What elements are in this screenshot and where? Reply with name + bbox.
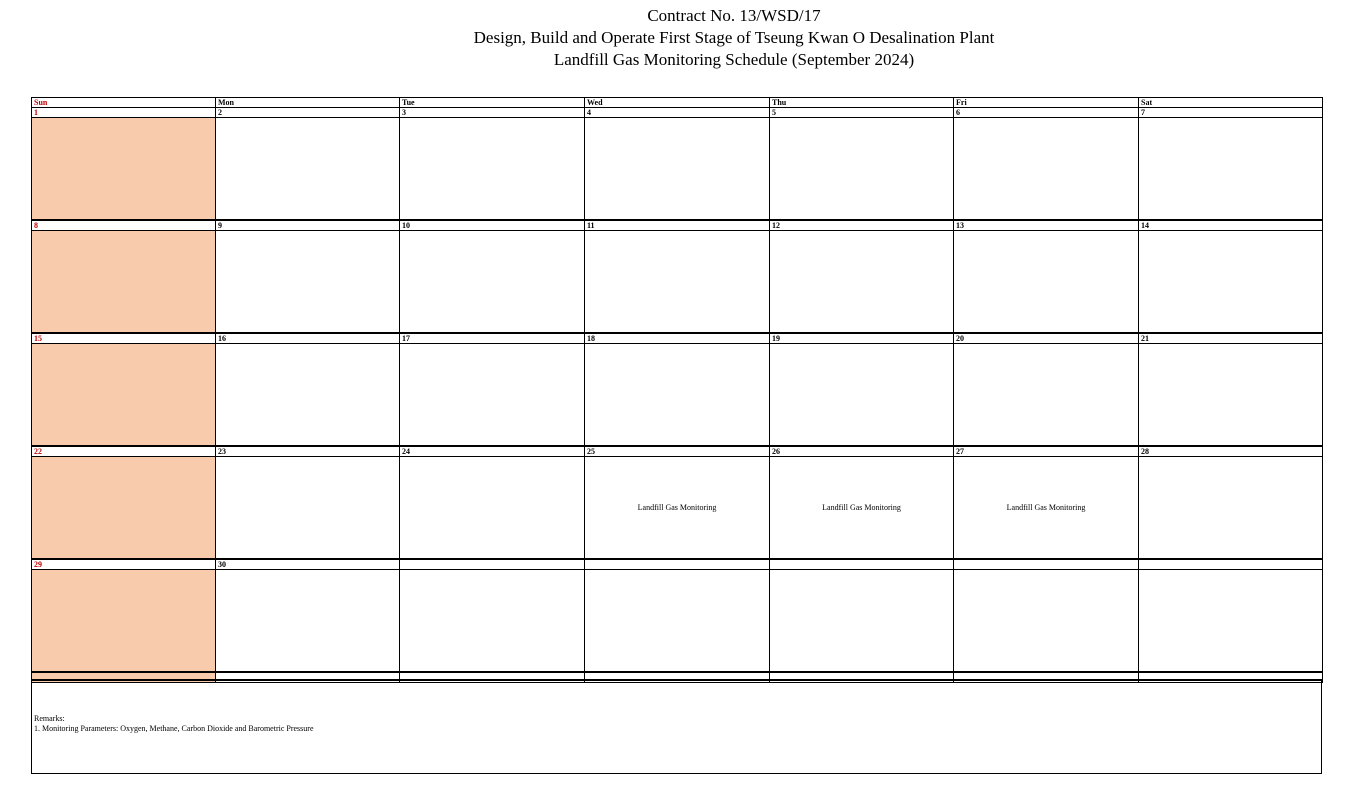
- contract-number: Contract No. 13/WSD/17: [647, 6, 821, 25]
- remarks-title: Remarks:: [34, 714, 65, 723]
- day-cell: [770, 344, 954, 447]
- event-label: Landfill Gas Monitoring: [822, 503, 901, 512]
- date-number: 12: [770, 220, 954, 231]
- week-4-dates: [32, 446, 1323, 457]
- date-number: 28: [1139, 446, 1323, 457]
- date-number: 10: [400, 220, 585, 231]
- day-cell: [1139, 231, 1323, 334]
- day-cell: [1139, 457, 1323, 560]
- date-number: [1139, 559, 1323, 570]
- day-cell: [1139, 118, 1323, 221]
- day-cell: [585, 457, 770, 560]
- day-cell: [32, 344, 216, 447]
- day-header-thu: Thu: [770, 98, 954, 108]
- date-number: 19: [770, 333, 954, 344]
- week-3-dates: [32, 333, 1323, 344]
- day-cell: [216, 570, 400, 673]
- remarks-box: [31, 679, 1322, 774]
- day-header-wed: Wed: [585, 98, 770, 108]
- week-2-dates: [32, 220, 1323, 231]
- date-number: [770, 559, 954, 570]
- day-cell: [954, 231, 1139, 334]
- date-number: 7: [1139, 108, 1323, 118]
- date-number: 14: [1139, 220, 1323, 231]
- day-cell: [770, 231, 954, 334]
- date-number: [400, 559, 585, 570]
- date-number: 30: [216, 559, 400, 570]
- day-header-sun: Sun: [32, 98, 216, 108]
- date-number: 5: [770, 108, 954, 118]
- day-cell: [770, 118, 954, 221]
- date-number: [954, 559, 1139, 570]
- day-cell: [400, 231, 585, 334]
- day-cell: [400, 570, 585, 673]
- week-5-dates: [32, 559, 1323, 570]
- date-number: 20: [954, 333, 1139, 344]
- monthly-calendar: [31, 97, 1323, 683]
- week-5-cells: [32, 570, 1323, 673]
- date-number: [585, 559, 770, 570]
- date-number: 22: [32, 446, 216, 457]
- day-cell: [32, 231, 216, 334]
- day-cell: [954, 570, 1139, 673]
- date-number: 6: [954, 108, 1139, 118]
- day-header-tue: Tue: [400, 98, 585, 108]
- day-cell: [1139, 344, 1323, 447]
- date-number: 15: [32, 333, 216, 344]
- day-cell: [954, 344, 1139, 447]
- event-label: Landfill Gas Monitoring: [637, 503, 717, 512]
- day-cell: [585, 570, 770, 673]
- day-cell: [954, 457, 1139, 560]
- date-number: 16: [216, 333, 400, 344]
- day-header-mon: Mon: [216, 98, 400, 108]
- week-4-cells: [32, 457, 1323, 560]
- date-number: 11: [585, 220, 770, 231]
- date-number: 24: [400, 446, 585, 457]
- date-number: 21: [1139, 333, 1323, 344]
- date-number: 13: [954, 220, 1139, 231]
- date-number: 25: [585, 446, 770, 457]
- document-header: [0, 5, 1353, 71]
- week-2-cells: [32, 231, 1323, 334]
- day-cell: [32, 457, 216, 560]
- date-number: 29: [32, 559, 216, 570]
- day-header-fri: Fri: [954, 98, 1139, 108]
- date-number: 26: [770, 446, 954, 457]
- day-cell: [585, 344, 770, 447]
- remarks-text: [34, 714, 314, 734]
- day-cell: [770, 457, 954, 560]
- week-3-cells: [32, 344, 1323, 447]
- date-number: 23: [216, 446, 400, 457]
- day-cell: [216, 231, 400, 334]
- date-number: 9: [216, 220, 400, 231]
- date-number: 18: [585, 333, 770, 344]
- day-cell: [400, 118, 585, 221]
- date-number: 1: [32, 108, 216, 118]
- date-number: 27: [954, 446, 1139, 457]
- day-cell: [32, 118, 216, 221]
- event-label: Landfill Gas Monitoring: [1006, 503, 1086, 512]
- day-cell: [32, 570, 216, 673]
- date-number: 4: [585, 108, 770, 118]
- date-number: 8: [32, 220, 216, 231]
- day-cell: [400, 457, 585, 560]
- day-cell: [216, 118, 400, 221]
- date-number: 17: [400, 333, 585, 344]
- project-title: Design, Build and Operate First Stage of Tseung Kwan O Desalination Plant: [473, 28, 995, 47]
- date-number: 3: [400, 108, 585, 118]
- day-header-sat: Sat: [1139, 98, 1323, 108]
- day-cell: [216, 344, 400, 447]
- remarks-item: 1. Monitoring Parameters: Oxygen, Methane, Carbon Dioxide and Barometric Pressure: [34, 724, 314, 733]
- day-of-week-header: [32, 98, 1323, 108]
- day-cell: [1139, 570, 1323, 673]
- week-1-dates: [32, 108, 1323, 118]
- date-number: 2: [216, 108, 400, 118]
- schedule-title: Landfill Gas Monitoring Schedule (September 2024): [553, 50, 915, 69]
- day-cell: [954, 118, 1139, 221]
- day-cell: [400, 344, 585, 447]
- day-cell: [585, 118, 770, 221]
- day-cell: [770, 570, 954, 673]
- week-1-cells: [32, 118, 1323, 221]
- day-cell: [585, 231, 770, 334]
- day-cell: [216, 457, 400, 560]
